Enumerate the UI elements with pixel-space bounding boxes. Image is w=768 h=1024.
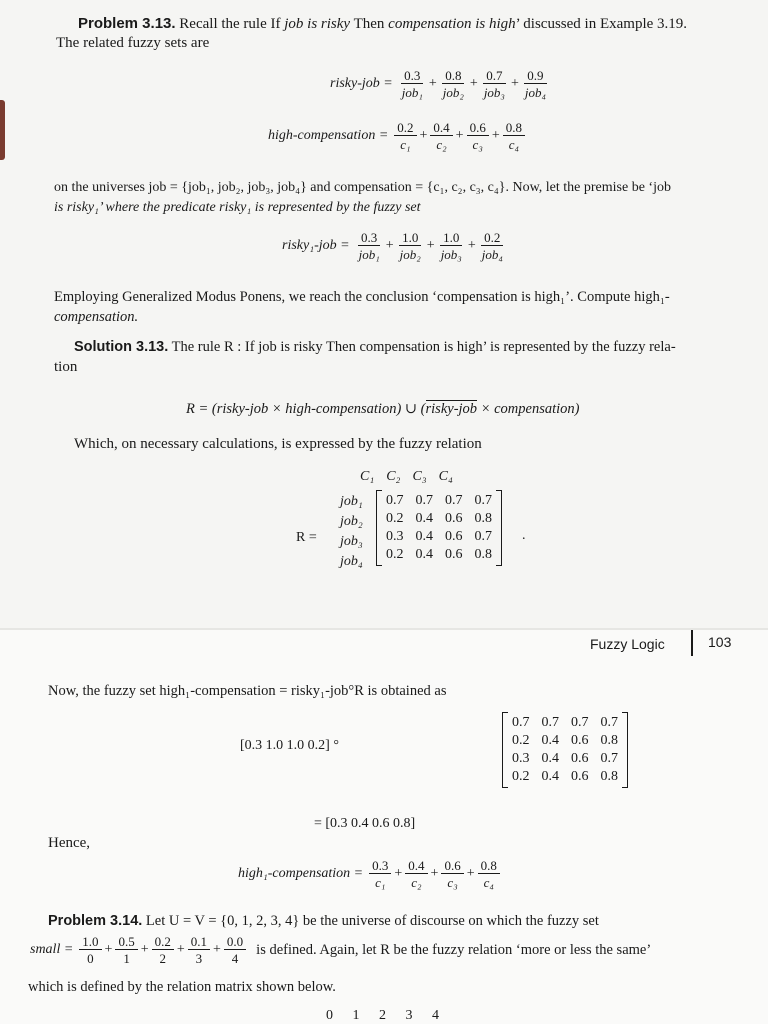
fraction: $\frac{0.8}{\text{c₄}}$ bbox=[503, 120, 525, 152]
high-compensation-equation: high-compensation = $\frac{0.2}{\text{c₁}}$ + $\frac{0.4}{\text{c₂}}$ + $\frac{0.6}{\text{c₃}}$ + $\frac{0.8}{\text{c₄}}$ bbox=[268, 120, 527, 152]
fraction: $\frac{0.5}{1}$ bbox=[115, 934, 137, 966]
matrix-period: . bbox=[522, 528, 526, 543]
fraction: $\frac{0.8}{\text{job₂}}$ bbox=[442, 68, 464, 100]
hence-label: Hence, bbox=[48, 835, 91, 851]
matrix-r-repeat bbox=[502, 712, 628, 788]
row-header: job₄ bbox=[340, 554, 363, 569]
matrix-col-labels: 0 1 2 3 4 bbox=[326, 1008, 439, 1023]
fraction: $\frac{0.9}{\text{job₄}}$ bbox=[524, 68, 546, 100]
calc-line: Which, on necessary calculations, is expressed by the fuzzy relation bbox=[74, 436, 482, 452]
risky-job-equation: risky-job = $\frac{0.3}{\text{job₁}}$ + $\frac{0.8}{\text{job₂}}$ + $\frac{0.7}{\text{job₃}}$ + $\frac{0.9}{\text{job₄}}$ bbox=[330, 68, 551, 100]
col-header: C₁ bbox=[360, 469, 375, 484]
problem-3-14-line1: Problem 3.14. Let U = V = {0, 1, 2, 3, 4} be the universe of discourse on which the fuzzy set bbox=[48, 913, 599, 929]
now-line: Now, the fuzzy set high₁-compensation = risky₁-job°R is obtained as bbox=[48, 683, 447, 699]
fraction: $\frac{0.4}{\text{c₂}}$ bbox=[430, 120, 452, 152]
problem-3-13-line1: Problem 3.13. Recall the rule If job is risky Then compensation is high’ discussed in Example 3.19. bbox=[78, 15, 688, 32]
fraction: $\frac{0.8}{\text{c₄}}$ bbox=[478, 858, 500, 890]
fraction: $\frac{0.7}{\text{job₃}}$ bbox=[483, 68, 505, 100]
solution-3-13-line2: tion bbox=[54, 359, 78, 375]
solution-heading: Solution 3.13. bbox=[74, 339, 169, 355]
page-number: 103 bbox=[708, 634, 732, 650]
risky1-job-equation: risky₁-job = $\frac{0.3}{\text{job₁}}$ + $\frac{1.0}{\text{job₂}}$ + $\frac{1.0}{\text{job₃}}$ + $\frac{0.2}{\text{job₄}}$ bbox=[282, 230, 508, 262]
high1-compensation-equation: high₁-compensation = $\frac{0.3}{\text{c₁}}$ + $\frac{0.4}{\text{c₂}}$ + $\frac{0.6}{\text{c₃}}$ + $\frac{0.8}{\text{c₄}}$ bbox=[238, 858, 502, 890]
solution-3-13-line1: Solution 3.13. The rule R : If job is risky Then compensation is high’ is represented by the fuzzy rela- bbox=[74, 339, 676, 355]
row-header: job₂ bbox=[340, 514, 363, 529]
problem-heading: Problem 3.13. bbox=[78, 15, 176, 32]
fraction: $\frac{1.0}{\text{job₃}}$ bbox=[440, 230, 462, 262]
fraction: $\frac{0.1}{3}$ bbox=[188, 934, 210, 966]
page-edge-shadow bbox=[0, 100, 5, 160]
relation-matrix bbox=[336, 468, 459, 486]
table-row: 0.7 0.7 0.7 0.7 bbox=[512, 715, 618, 730]
fraction: $\frac{1.0}{\text{job₂}}$ bbox=[399, 230, 421, 262]
table-row: 0.2 0.4 0.6 0.8 bbox=[386, 547, 492, 562]
matrix-r-body bbox=[376, 490, 502, 566]
universes-line2: is risky₁’ where the predicate risky₁ is represented by the fuzzy set bbox=[54, 200, 421, 215]
table-row: 0.2 0.4 0.6 0.8 bbox=[386, 511, 492, 526]
matrix-row-headers bbox=[340, 492, 363, 572]
row-header: job₃ bbox=[340, 534, 363, 549]
small-equation: small = $\frac{1.0}{0}$ + $\frac{0.5}{1}$ + $\frac{0.2}{2}$ + $\frac{0.1}{3}$ + $\frac{0.0}{4}$ is defined. Again, let R be the fuzzy relation ‘more or less the same’ bbox=[30, 934, 652, 966]
fraction: $\frac{0.6}{\text{c₃}}$ bbox=[441, 858, 463, 890]
fraction: $\frac{0.3}{\text{job₁}}$ bbox=[401, 68, 423, 100]
relation-formula: R = (risky-job × high-compensation) ∪ (risky-job × compensation) bbox=[186, 401, 580, 417]
problem-3-13-line2: The related fuzzy sets are bbox=[56, 35, 210, 51]
table-row: 0.2 0.4 0.6 0.8 bbox=[512, 769, 618, 784]
fraction: $\frac{0.0}{4}$ bbox=[224, 934, 246, 966]
result-vector: = [0.3 0.4 0.6 0.8] bbox=[314, 816, 416, 831]
matrix-r-label: R = bbox=[296, 530, 317, 545]
row-header: job₁ bbox=[340, 494, 363, 509]
gmp-line2: compensation. bbox=[54, 309, 139, 325]
fraction: $\frac{0.2}{\text{job₄}}$ bbox=[481, 230, 503, 262]
table-row: 0.3 0.4 0.6 0.7 bbox=[512, 751, 618, 766]
fraction: $\frac{0.6}{\text{c₃}}$ bbox=[467, 120, 489, 152]
table-row: 0.3 0.4 0.6 0.7 bbox=[386, 529, 492, 544]
fraction: $\frac{0.3}{\text{c₁}}$ bbox=[369, 858, 391, 890]
table-row: 0.2 0.4 0.6 0.8 bbox=[512, 733, 618, 748]
universes-line1: on the universes job = {job₁, job₂, job₃, job₄} and compensation = {c₁, c₂, c₃, c₄}. Now, let the premise be ‘job bbox=[54, 180, 671, 195]
fraction: $\frac{0.2}{\text{c₁}}$ bbox=[394, 120, 416, 152]
fraction: $\frac{0.4}{\text{c₂}}$ bbox=[405, 858, 427, 890]
fraction: $\frac{0.2}{2}$ bbox=[152, 934, 174, 966]
problem-3-14-line3: which is defined by the relation matrix shown below. bbox=[28, 979, 336, 995]
fraction: $\frac{1.0}{0}$ bbox=[79, 934, 101, 966]
col-header: C₄ bbox=[438, 469, 453, 484]
vector-operand: [0.3 1.0 1.0 0.2] ° bbox=[240, 738, 339, 753]
footer-divider bbox=[691, 630, 693, 656]
fraction: $\frac{0.3}{\text{job₁}}$ bbox=[358, 230, 380, 262]
col-header: C₃ bbox=[412, 469, 427, 484]
footer-title: Fuzzy Logic bbox=[590, 636, 665, 652]
col-header: C₂ bbox=[386, 469, 401, 484]
gmp-line1: Employing Generalized Modus Ponens, we reach the conclusion ‘compensation is high₁’. Compute high₁- bbox=[54, 289, 670, 305]
table-row: 0.7 0.7 0.7 0.7 bbox=[386, 493, 492, 508]
problem-heading: Problem 3.14. bbox=[48, 913, 143, 929]
